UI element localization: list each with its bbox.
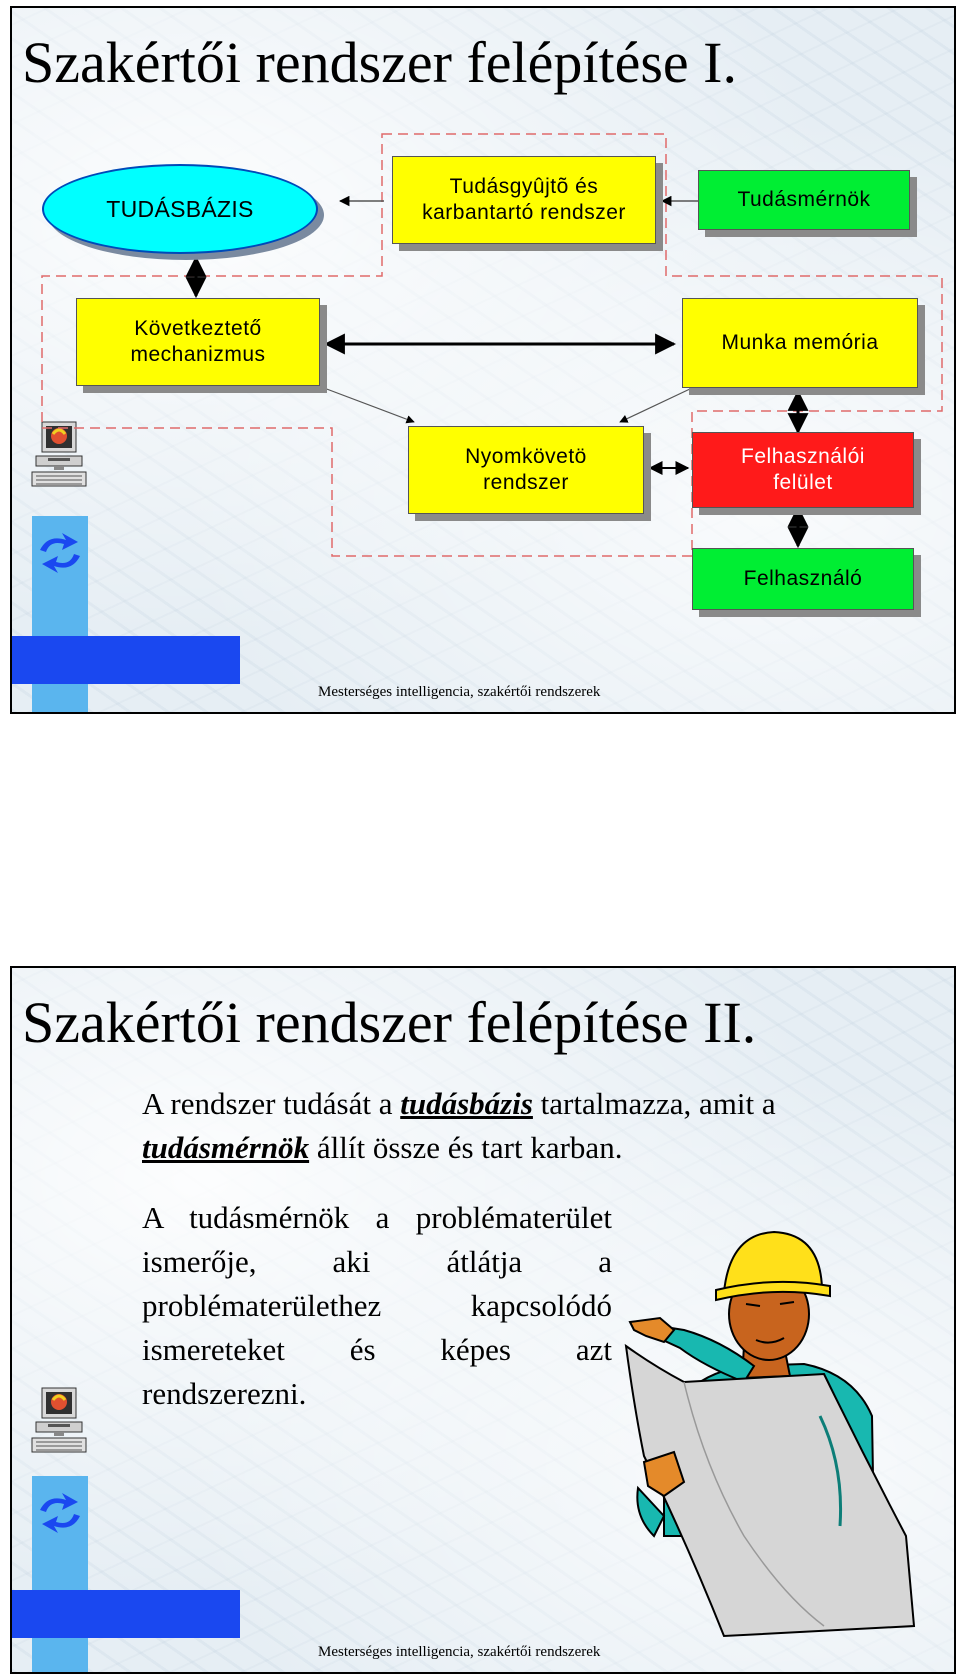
inference-engine-label-1: Következtető	[134, 316, 262, 340]
tracing-system-label-2: rendszer	[483, 471, 569, 494]
knowledge-base-node	[42, 164, 318, 254]
knowledge-engineer-label: Tudásmérnök	[737, 187, 871, 211]
slide-footer: Mesterséges intelligencia, szakértői rendszerek	[318, 684, 601, 700]
tracing-system-label-1: Nyomkövetö	[465, 444, 587, 468]
tracing-system-node	[408, 426, 644, 514]
slide-2	[10, 966, 956, 1674]
inference-engine-node	[76, 298, 320, 386]
decorative-horizontal-bar	[12, 1590, 240, 1638]
user-interface-label-1: Felhasználói	[741, 444, 865, 468]
slide-footer: Mesterséges intelligencia, szakértői rendszerek	[318, 1644, 601, 1660]
intro-text-c: állít össze és tart karban.	[309, 1130, 623, 1165]
user-interface-label-2: felület	[773, 471, 833, 494]
user-label: Felhasználó	[743, 566, 863, 590]
slide-title: Szakértői rendszer felépítése I.	[22, 30, 737, 95]
knowledge-engineer-node	[698, 170, 910, 230]
slide-title: Szakértői rendszer felépítése II.	[22, 990, 757, 1055]
intro-text-a: A rendszer tudását a	[142, 1086, 401, 1121]
knowledge-acquisition-label-2: karbantartó rendszer	[422, 201, 626, 224]
user-node	[692, 548, 914, 610]
knowledge-engineer-term: tudásmérnök	[142, 1130, 310, 1165]
knowledge-base-label: TUDÁSBÁZIS	[106, 195, 254, 222]
refresh-arrows-icon	[32, 1490, 88, 1536]
engineer-description: A tudásmérnök a problématerület ismerője, aki átlátja a problématerülethez kapcsolódó ismereteket és képes azt rendszerezni.	[142, 1200, 612, 1411]
knowledge-acquisition-node	[392, 156, 656, 244]
computer-head-icon	[28, 1384, 90, 1468]
knowledge-base-term: tudásbázis	[400, 1086, 533, 1121]
intro-text-b: tartalmazza, amit a	[532, 1086, 776, 1121]
knowledge-acquisition-label-1: Tudásgyûjtõ és	[449, 174, 599, 198]
working-memory-label: Munka memória	[721, 330, 879, 354]
inference-engine-label-2: mechanizmus	[130, 343, 266, 366]
slide-1	[10, 6, 956, 714]
intro-paragraph	[142, 1082, 922, 1170]
user-interface-node	[692, 432, 914, 508]
working-memory-node	[682, 298, 918, 388]
engineer-with-blueprint-illustration	[624, 1206, 924, 1666]
